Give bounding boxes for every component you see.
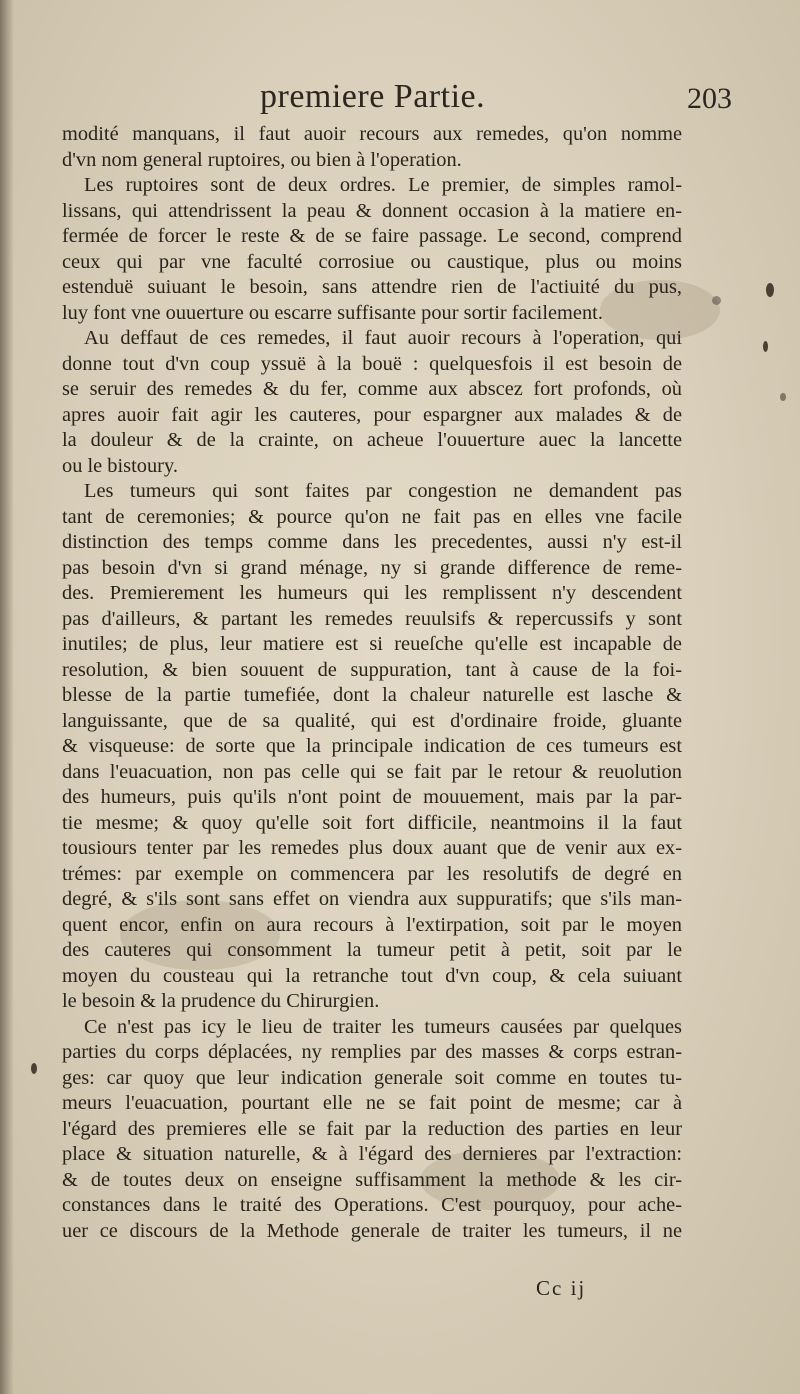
text-line: tant de ceremonies; & pource qu'on ne fait pas en elles vne facile — [62, 505, 682, 528]
text-line: Les tumeurs qui sont faites par congestion ne demandent pas — [84, 480, 682, 502]
page-number: 203 — [687, 82, 732, 115]
text-line: l'égard des premieres elle se fait par la reduction des parties en leur — [62, 1117, 682, 1140]
text-line: apres auoir fait agir les cauteres, pour espargner aux malades & de — [62, 403, 682, 426]
text-line: & visqueuse: de sorte que la principale indication de ces tumeurs est — [62, 735, 682, 757]
text-line: ou le bistoury. — [62, 454, 178, 477]
text-line: luy font vne ouuerture ou escarre suffisante pour sortir facilement. — [62, 301, 603, 324]
text-line: quent encor, enfin on aura recours à l'extirpation, soit par le moyen — [62, 913, 682, 936]
text-line: constances dans le traité des Operations. C'est pourquoy, pour ache- — [62, 1194, 682, 1216]
text-line: pas d'ailleurs, & partant les remedes reuulsifs & repercussifs y sont — [62, 607, 682, 630]
text-line: moyen du cousteau qui la retranche tout d'vn coup, & cela suiuant — [62, 964, 682, 987]
text-line: tousiours tenter par les remedes plus doux auant que de venir aux ex- — [62, 837, 682, 859]
ink-spot — [31, 1063, 37, 1074]
text-line: ges: car quoy que leur indication generale soit comme en toutes tu- — [62, 1066, 682, 1089]
body-text — [62, 122, 682, 1244]
running-head — [60, 78, 732, 122]
text-line: parties du corps déplacées, ny remplies par des masses & corps estran- — [62, 1041, 682, 1063]
page-gutter-shadow — [0, 0, 14, 1394]
text-line: uer ce discours de la Methode generale de traiter les tumeurs, il ne — [62, 1219, 682, 1242]
text-line: trémes: par exemple on commencera par les resolutifs de degré en — [62, 862, 682, 885]
ink-spot — [766, 283, 774, 297]
text-line: dans l'euacuation, non pas celle qui se fait par le retour & reuolution — [62, 760, 682, 783]
text-line: Les ruptoires sont de deux ordres. Le premier, de simples ramol- — [84, 174, 682, 196]
text-line: blesse de la partie tumefiée, dont la chaleur naturelle est lasche & — [62, 684, 682, 706]
ink-spot — [712, 296, 721, 305]
signature-mark: Cc ij — [536, 1276, 587, 1300]
text-line: distinction des temps comme dans les precedentes, aussi n'y est-il — [62, 531, 682, 553]
text-line: estenduë suiuant le besoin, sans attendre rien de l'actiuité du pus, — [62, 276, 682, 298]
ink-spot — [763, 341, 768, 352]
text-line: place & situation naturelle, & à l'égard des dernieres par l'extraction: — [62, 1143, 682, 1165]
text-line: degré, & s'ils sont sans effet on viendra aux suppuratifs; que s'ils man- — [62, 888, 682, 910]
text-line: tie mesme; & quoy qu'elle soit fort difficile, neantmoins il la faut — [62, 811, 682, 834]
text-line: resolution, & bien souuent de suppuration, tant à cause de la foi- — [62, 658, 682, 681]
text-line: pas besoin d'vn si grand ménage, ny si grande difference de reme- — [62, 556, 682, 579]
text-line: fermée de forcer le reste & de se faire passage. Le second, comprend — [62, 225, 682, 247]
text-line: d'vn nom general ruptoires, ou bien à l'operation. — [62, 148, 462, 171]
ink-spot — [780, 393, 786, 401]
text-line: Ce n'est pas icy le lieu de traiter les tumeurs causées par quelques — [84, 1015, 682, 1038]
text-line: ceux qui par vne faculté corrosiue ou caustique, plus ou moins — [62, 250, 682, 273]
text-line: meurs l'euacuation, pourtant elle ne se fait point de mesme; car à — [62, 1092, 682, 1114]
text-line: se seruir des remedes & du fer, comme aux abscez fort profonds, où — [62, 378, 682, 400]
text-line: des cauteres qui consomment la tumeur petit à petit, soit par le — [62, 939, 682, 961]
running-head-title: premiere Partie. — [260, 78, 486, 115]
text-line: Au deffaut de ces remedes, il faut auoir recours à l'operation, qui — [84, 327, 682, 349]
text-line: des humeurs, puis qu'ils n'ont point de mouuement, mais par la par- — [62, 786, 682, 808]
text-line: le besoin & la prudence du Chirurgien. — [62, 990, 380, 1012]
text-line: donne tout d'vn coup yssuë à la bouë : quelquesfois il est besoin de — [62, 352, 682, 375]
text-line: languissante, que de sa qualité, qui est d'ordinaire froide, gluante — [62, 709, 682, 732]
text-line: des. Premierement les humeurs qui les remplissent n'y descendent — [62, 582, 682, 604]
text-line: la douleur & de la crainte, on acheue l'ouuerture auec la lancette — [62, 429, 682, 451]
text-line: modité manquans, il faut auoir recours aux remedes, qu'on nomme — [62, 123, 682, 145]
text-line: lissans, qui attendrissent la peau & donnent occasion à la matiere en- — [62, 199, 682, 222]
text-line: & de toutes deux on enseigne suffisamment la methode & les cir- — [62, 1168, 682, 1191]
text-line: inutiles; de plus, leur matiere est si reueſche qu'elle est incapable de — [62, 633, 682, 655]
